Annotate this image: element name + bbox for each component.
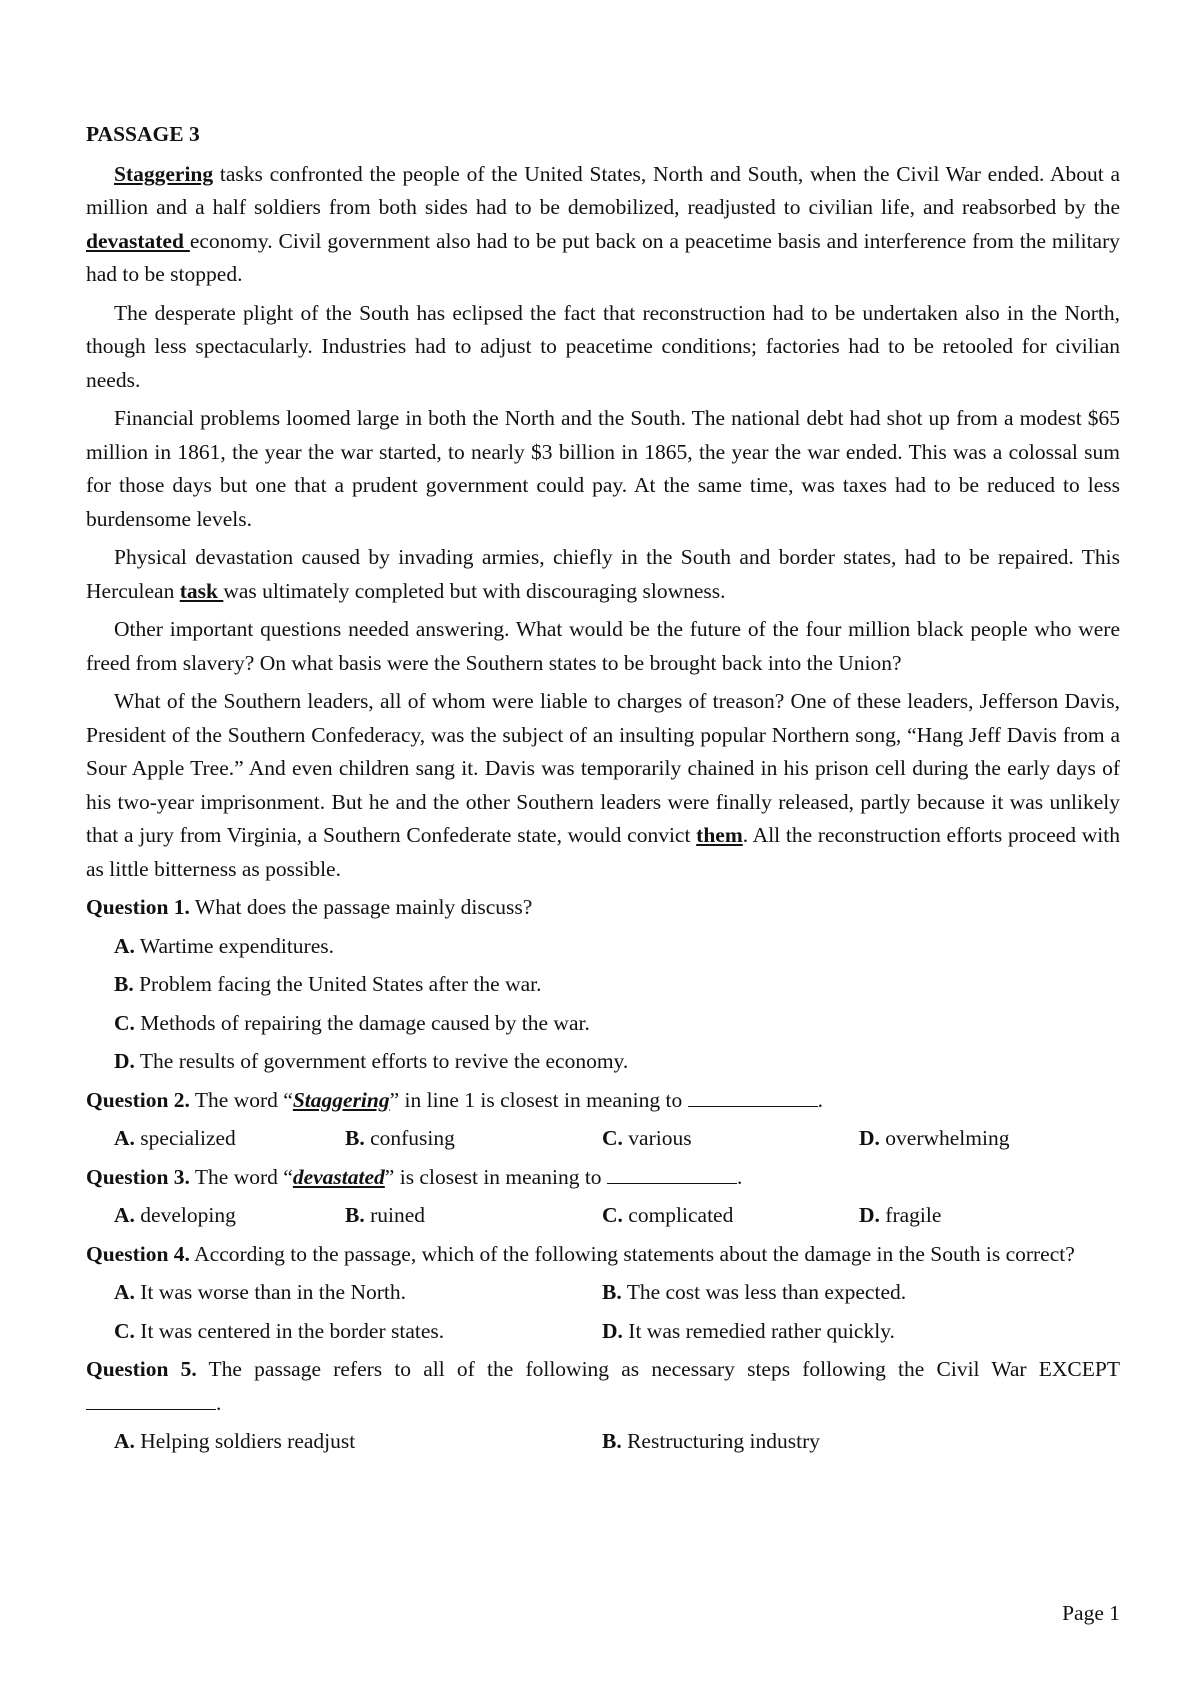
paragraph-text: What of the Southern leaders, all of whom were liable to charges of treason? One of these leaders, Jefferson Davis, President of the Southern Confederacy, was the subject of an insulting popular Northern song, “Hang Jeff Davis from a Sour Apple Tree.” And even children sang it. Davis was temporarily chained in his prison cell during the early days of his two-year imprisonment. But he and the other Southern leaders were finally released, partly because it was unlikely that a jury from Virginia, a Southern Confederate state, would convict: [86, 689, 1120, 847]
option-d: [114, 1045, 1120, 1079]
option-text: The results of government efforts to revive the economy.: [134, 1049, 629, 1073]
option-d: [859, 1199, 1120, 1233]
option-text: ruined: [364, 1203, 426, 1227]
underlined-word: Staggering: [114, 161, 214, 186]
page-number: Page 1: [1062, 1601, 1120, 1625]
option-text: Helping soldiers readjust: [134, 1429, 356, 1453]
answer-blank: [86, 1389, 216, 1410]
question-end: .: [817, 1087, 823, 1112]
option-text: It was remedied rather quickly.: [622, 1318, 895, 1343]
question-3-options: [86, 1199, 1120, 1233]
question-text: The passage refers to all of the following as necessary steps following the Civil War EXCEPT: [196, 1357, 1120, 1381]
option-letter: C.: [114, 1010, 135, 1035]
highlighted-word: Staggering: [292, 1087, 390, 1112]
option-letter: B.: [114, 972, 134, 996]
option-text: confusing: [364, 1126, 455, 1150]
option-letter: C.: [602, 1203, 623, 1227]
question-3: [86, 1161, 1120, 1195]
option-text: It was centered in the border states.: [134, 1318, 445, 1343]
question-text: The word “: [189, 1087, 293, 1112]
underlined-word: them: [696, 823, 743, 847]
passage-title: PASSAGE 3: [86, 122, 200, 146]
question-label: Question 5.: [86, 1357, 197, 1381]
underlined-word: task: [179, 578, 224, 603]
option-d: [602, 1315, 1120, 1349]
option-c: [114, 1007, 1120, 1041]
option-text: specialized: [134, 1126, 236, 1150]
option-b: [345, 1122, 602, 1156]
option-a: [114, 1425, 602, 1459]
question-5-options: [86, 1425, 1120, 1459]
option-letter: A.: [114, 1280, 135, 1304]
option-text: complicated: [622, 1203, 734, 1227]
question-label: Question 2.: [86, 1087, 190, 1112]
paragraph-3: Financial problems loomed large in both the North and the South. The national debt had shot up from a modest $65 million in 1861, the year the war started, to nearly $3 billion in 1865, the year the war ended. This was a colossal sum for those days but one that a prudent government could pay. At the same time, was taxes had to be reduced to less burdensome levels.: [86, 406, 1120, 531]
option-b: [602, 1276, 1120, 1310]
question-label: Question 3.: [86, 1164, 190, 1189]
option-a: [114, 1276, 602, 1310]
option-letter: C.: [114, 1318, 135, 1343]
option-text: developing: [134, 1203, 236, 1227]
paragraph-text: Physical devastation caused by invading armies, chiefly in the South and border states, had to be repaired. This Herculean: [86, 545, 1120, 603]
option-c: [602, 1199, 859, 1233]
option-letter: B.: [602, 1429, 622, 1453]
option-text: Methods of repairing the damage caused by the war.: [134, 1010, 590, 1035]
option-text: The cost was less than expected.: [621, 1280, 907, 1304]
highlighted-word: devastated: [292, 1164, 385, 1189]
option-d: [859, 1122, 1120, 1156]
question-text: ” in line 1 is closest in meaning to: [389, 1087, 688, 1112]
option-letter: A.: [114, 1203, 135, 1227]
question-1-options: [86, 930, 1120, 1079]
question-label: Question 4.: [86, 1241, 190, 1266]
paragraph-2: The desperate plight of the South has eclipsed the fact that reconstruction had to be undertaken also in the North, though less spectacularly. Industries had to adjust to peacetime conditions; factories had to be retooled for civilian needs.: [86, 300, 1120, 392]
option-letter: B.: [345, 1126, 365, 1150]
option-letter: D.: [859, 1203, 880, 1227]
page-content: [86, 118, 1120, 1464]
question-4: [86, 1238, 1120, 1272]
option-text: Wartime expenditures.: [134, 933, 334, 958]
paragraph-1: [86, 158, 1120, 292]
answer-blank: [688, 1086, 818, 1107]
question-text: The word “: [189, 1164, 293, 1189]
option-text: various: [622, 1126, 692, 1150]
question-end: .: [216, 1390, 222, 1415]
option-a: [114, 1122, 345, 1156]
question-1: [86, 891, 1120, 925]
option-text: overwhelming: [879, 1126, 1010, 1150]
option-a: [114, 1199, 345, 1233]
paragraph-text: . All the reconstruction efforts proceed with as little bitterness as possible.: [86, 823, 1120, 881]
option-letter: D.: [602, 1318, 623, 1343]
option-c: [602, 1122, 859, 1156]
option-b: [114, 968, 1120, 1002]
option-b: [602, 1425, 1120, 1459]
option-text: Problem facing the United States after the war.: [133, 972, 542, 996]
question-text: According to the passage, which of the following statements about the damage in the South is correct?: [189, 1241, 1075, 1266]
question-end: .: [736, 1164, 743, 1189]
paragraph-5: Other important questions needed answering. What would be the future of the four million black people who were freed from slavery? On what basis were the Southern states to be brought back into the Union?: [86, 617, 1120, 675]
underlined-word: devastated: [86, 228, 190, 253]
option-letter: D.: [859, 1126, 880, 1150]
question-text: ” is closest in meaning to: [384, 1164, 607, 1189]
answer-blank: [607, 1163, 737, 1184]
option-text: fragile: [879, 1203, 942, 1227]
option-letter: A.: [114, 1429, 135, 1453]
option-c: [114, 1315, 602, 1349]
option-a: [114, 930, 1120, 964]
option-text: It was worse than in the North.: [134, 1280, 406, 1304]
paragraph-text: economy. Civil government also had to be put back on a peacetime basis and interference from the military had to be stopped.: [86, 228, 1121, 286]
option-letter: B.: [602, 1280, 622, 1304]
paragraph-6: [86, 685, 1120, 886]
paragraph-text: tasks confronted the people of the United States, North and South, when the Civil War ended. About a million and a half soldiers from both sides had to be demobilized, readjusted to civilian life, and reabsorbed by the: [86, 161, 1120, 219]
question-5: [86, 1353, 1120, 1420]
option-text: Restructuring industry: [621, 1429, 820, 1453]
question-label: Question 1.: [86, 895, 190, 919]
paragraph-4: [86, 541, 1120, 608]
question-text: What does the passage mainly discuss?: [189, 895, 533, 919]
option-letter: B.: [345, 1203, 365, 1227]
question-2-options: [86, 1122, 1120, 1156]
question-2: [86, 1084, 1120, 1118]
option-b: [345, 1199, 602, 1233]
paragraph-text: was ultimately completed but with discouraging slowness.: [223, 578, 726, 603]
question-4-options: [86, 1276, 1120, 1348]
option-letter: C.: [602, 1126, 623, 1150]
option-letter: D.: [114, 1049, 135, 1073]
option-letter: A.: [114, 1126, 135, 1150]
option-letter: A.: [114, 933, 135, 958]
